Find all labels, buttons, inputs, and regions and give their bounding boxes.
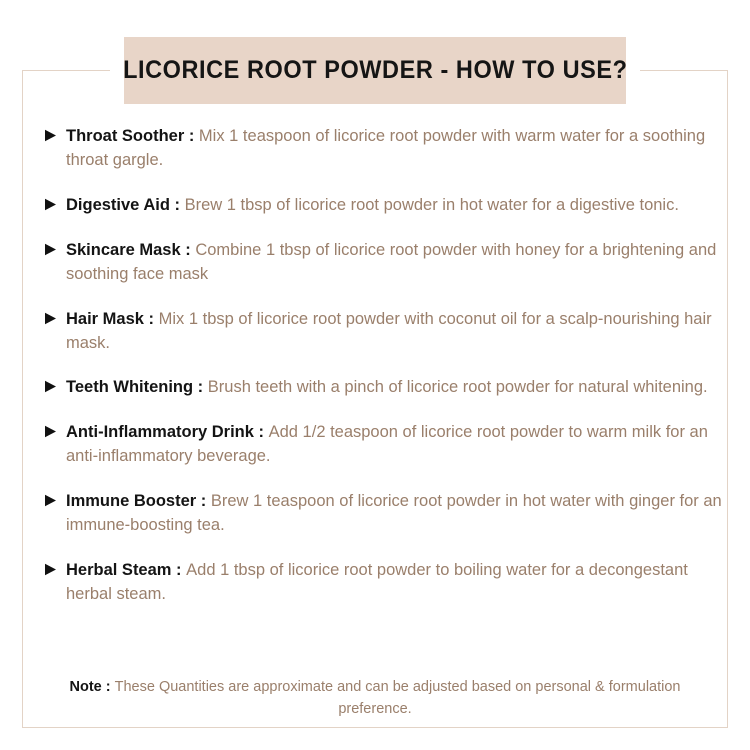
list-item-description: Add 1/2 teaspoon of licorice root powder to warm milk for an anti-inflammatory beverage. — [66, 423, 708, 466]
list-item-text — [66, 559, 724, 607]
list-item-separator: : — [184, 127, 199, 145]
triangle-right-icon — [44, 559, 66, 576]
list-item-text — [66, 308, 724, 356]
list-item-text — [66, 125, 724, 173]
list-item-description: Brew 1 teaspoon of licorice root powder in hot water with ginger for an immune-boosting tea. — [66, 492, 722, 535]
list-item-separator: : — [143, 309, 159, 328]
list-item-label: Digestive Aid — [66, 195, 170, 214]
page-title: LICORICE ROOT POWDER - HOW TO USE? — [122, 56, 628, 84]
triangle-right-icon — [44, 239, 66, 256]
list-item-text — [66, 490, 724, 538]
list-item-description: Mix 1 teaspoon of licorice root powder with warm water for a soothing throat gargle. — [66, 127, 706, 169]
list-item — [44, 376, 724, 400]
list-item-label: Immune Booster — [66, 492, 197, 511]
list-item-description: Add 1 tbsp of licorice root powder to boiling water for a decongestant herbal steam. — [66, 561, 688, 603]
triangle-right-icon — [44, 490, 66, 507]
list-item-text — [66, 194, 724, 218]
footer-note — [60, 676, 690, 721]
list-item-description: Brush teeth with a pinch of licorice root powder for natural whitening. — [207, 378, 708, 397]
triangle-right-icon — [44, 421, 66, 438]
triangle-right-icon — [44, 376, 66, 393]
list-item — [44, 559, 724, 607]
list-item — [44, 308, 724, 356]
list-item — [44, 490, 724, 538]
list-item — [44, 239, 724, 287]
note-separator: : — [101, 679, 115, 695]
list-item-separator: : — [180, 240, 196, 259]
list-item-text — [66, 239, 724, 287]
list-item-label: Hair Mask — [66, 309, 144, 328]
note-text: These Quantities are approximate and can be adjusted based on personal & formulation preference. — [114, 679, 681, 718]
list-item-description: Mix 1 tbsp of licorice root powder with coconut oil for a scalp-nourishing hair mask. — [66, 309, 712, 352]
usage-list — [44, 125, 724, 628]
list-item-separator: : — [196, 492, 211, 511]
list-item — [44, 194, 724, 218]
triangle-right-icon — [44, 194, 66, 211]
triangle-right-icon — [44, 308, 66, 325]
title-plaque — [124, 37, 626, 104]
list-item-label: Anti-Inflammatory Drink — [66, 423, 254, 442]
list-item-label: Teeth Whitening — [66, 378, 194, 397]
list-item-separator: : — [193, 378, 208, 397]
list-item-text — [66, 376, 724, 400]
list-item-separator: : — [171, 561, 187, 580]
list-item-label: Herbal Steam — [66, 561, 172, 580]
note-label: Note — [69, 679, 102, 695]
list-item-separator: : — [169, 195, 185, 214]
triangle-right-icon — [44, 125, 66, 142]
list-item-label: Skincare Mask — [66, 240, 181, 259]
list-item — [44, 421, 724, 469]
list-item-description: Brew 1 tbsp of licorice root powder in hot water for a digestive tonic. — [184, 195, 679, 214]
list-item-text — [66, 421, 724, 469]
list-item — [44, 125, 724, 173]
list-item-description: Combine 1 tbsp of licorice root powder with honey for a brightening and soothing face mask — [66, 240, 717, 283]
list-item-label: Throat Soother — [66, 127, 185, 145]
list-item-separator: : — [253, 423, 269, 442]
